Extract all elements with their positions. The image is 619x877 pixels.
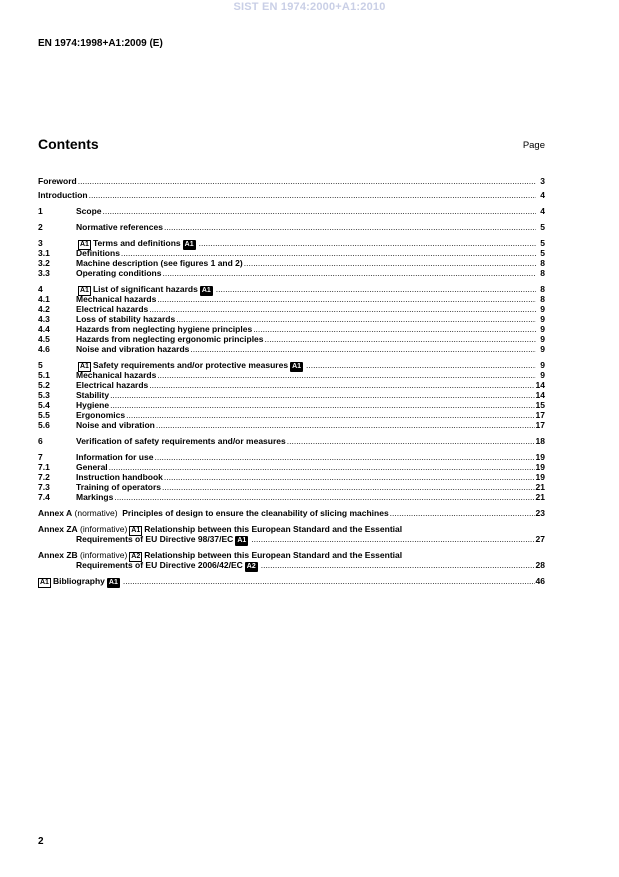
- toc-title: Information for use: [76, 452, 154, 462]
- toc-page: 3: [540, 176, 545, 186]
- toc-page: 18: [535, 436, 545, 446]
- toc-number: 4: [38, 284, 43, 294]
- toc-page: 8: [540, 294, 545, 304]
- annex-title-line1: Relationship between this European Standard and the Essential: [144, 524, 403, 534]
- toc-title: Hazards from neglecting hygiene principles: [76, 324, 253, 334]
- toc-number: 4.4: [38, 324, 50, 334]
- annex-title-line1: Relationship between this European Standard and the Essential: [144, 550, 403, 560]
- toc-title: Instruction handbook: [76, 472, 163, 482]
- toc-page: 19: [535, 452, 545, 462]
- toc-number: 7.1: [38, 462, 50, 472]
- toc-number: 7.4: [38, 492, 50, 502]
- toc-entry-5-1[interactable]: [38, 370, 545, 380]
- toc-entry-7-3[interactable]: [38, 482, 545, 492]
- toc-entry-7-4[interactable]: [38, 492, 545, 502]
- toc-entry-4-3[interactable]: [38, 314, 545, 324]
- toc-title: Mechanical hazards: [76, 294, 157, 304]
- toc-page: 9: [540, 324, 545, 334]
- toc-entry-5-4[interactable]: [38, 400, 545, 410]
- toc-entry-4-6[interactable]: [38, 344, 545, 354]
- toc-number: 7.2: [38, 472, 50, 482]
- annex-label: Annex ZB: [38, 550, 78, 560]
- annex-title-line2: Requirements of EU Directive 2006/42/EC: [76, 560, 243, 570]
- toc-entry-5-2[interactable]: [38, 380, 545, 390]
- toc-number: 4.5: [38, 334, 50, 344]
- toc-entry-7[interactable]: [38, 452, 545, 462]
- annex-label: Annex ZA: [38, 524, 78, 534]
- toc-page: 4: [540, 190, 545, 200]
- toc-page: 14: [535, 390, 545, 400]
- annex-kind: (informative): [80, 550, 128, 560]
- toc-number: 7: [38, 452, 43, 462]
- toc-title: List of significant hazards: [92, 284, 198, 294]
- toc-title: Mechanical hazards: [76, 370, 157, 380]
- page-column-label: Page: [522, 140, 545, 151]
- toc-page: 9: [540, 304, 545, 314]
- toc-entry-3-2[interactable]: [38, 258, 545, 268]
- amendment-a1-close-icon: A1: [292, 363, 302, 370]
- toc-entry-annex-za[interactable]: [38, 524, 545, 544]
- toc-entry-annex-a[interactable]: [38, 508, 545, 518]
- toc-entry-introduction[interactable]: [38, 190, 545, 200]
- toc-title: Noise and vibration: [76, 420, 155, 430]
- annex-title: Principles of design to ensure the cleanability of slicing machines: [122, 508, 389, 518]
- toc-page: 15: [535, 400, 545, 410]
- toc-title: Machine description (see figures 1 and 2): [76, 258, 243, 268]
- toc-title: Markings: [76, 492, 114, 502]
- toc-title: Stability: [76, 390, 110, 400]
- toc-page: 14: [535, 380, 545, 390]
- toc-title: Introduction: [38, 190, 88, 200]
- amendment-a1-close-icon: A1: [237, 537, 247, 544]
- toc-number: 7.3: [38, 482, 50, 492]
- toc-title: Terms and definitions: [92, 238, 181, 248]
- toc-page: 8: [540, 258, 545, 268]
- toc-page: 23: [535, 508, 545, 518]
- toc-title: Training of operators: [76, 482, 162, 492]
- amendment-a1-close-icon: A1: [184, 241, 194, 248]
- toc-page: 5: [540, 222, 545, 232]
- toc-title: Verification of safety requirements and/or measures: [76, 436, 286, 446]
- toc-number: 3: [38, 238, 43, 248]
- toc-page: 9: [540, 314, 545, 324]
- toc-title: Foreword: [38, 176, 77, 186]
- toc-title: Scope: [76, 206, 102, 216]
- amendment-a2-open-icon: A2: [131, 553, 141, 560]
- toc-entry-3-3[interactable]: [38, 268, 545, 278]
- toc-number: 1: [38, 206, 43, 216]
- toc-page: 19: [535, 462, 545, 472]
- amendment-a1-open-icon: A1: [131, 527, 141, 534]
- toc-number: 5.5: [38, 410, 50, 420]
- toc-entry-3[interactable]: [38, 238, 545, 248]
- toc-number: 3.2: [38, 258, 50, 268]
- toc-number: 4.6: [38, 344, 50, 354]
- toc-entry-annex-zb[interactable]: [38, 550, 545, 570]
- toc-entry-6[interactable]: [38, 436, 545, 446]
- toc-title: Noise and vibration hazards: [76, 344, 190, 354]
- toc-number: 5.4: [38, 400, 50, 410]
- toc-entry-bibliography[interactable]: [38, 576, 545, 586]
- toc-entry-foreword[interactable]: [38, 176, 545, 186]
- toc-page: 27: [535, 534, 545, 544]
- toc-number: 2: [38, 222, 43, 232]
- toc-entry-5-3[interactable]: [38, 390, 545, 400]
- toc-page: 9: [540, 344, 545, 354]
- toc-page: 9: [540, 370, 545, 380]
- toc-page: 17: [535, 420, 545, 430]
- annex-label: Annex A: [38, 508, 73, 518]
- toc-number: 3.3: [38, 268, 50, 278]
- toc-title: Safety requirements and/or protective measures: [92, 360, 289, 370]
- annex-kind: (normative): [74, 508, 118, 518]
- toc-entry-4[interactable]: [38, 284, 545, 294]
- toc-number: 4.3: [38, 314, 50, 324]
- toc-title: Loss of stability hazards: [76, 314, 176, 324]
- toc-page: 5: [540, 248, 545, 258]
- toc-title: Hazards from neglecting ergonomic principles: [76, 334, 264, 344]
- toc-number: 4.1: [38, 294, 50, 304]
- toc-number: 6: [38, 436, 43, 446]
- document-id: EN 1974:1998+A1:2009 (E): [38, 38, 163, 49]
- toc-entry-2[interactable]: [38, 222, 545, 232]
- amendment-a2-close-icon: A2: [246, 563, 256, 570]
- amendment-a1-open-icon: A1: [40, 579, 49, 586]
- toc-page: 9: [540, 334, 545, 344]
- amendment-a1-open-icon: A1: [80, 287, 89, 294]
- toc-page: 8: [540, 284, 545, 294]
- toc-page: 19: [535, 472, 545, 482]
- toc-page: 21: [535, 482, 545, 492]
- toc-page: 21: [535, 492, 545, 502]
- toc-entry-5-6[interactable]: [38, 420, 545, 430]
- toc-title: Electrical hazards: [76, 304, 149, 314]
- toc-entry-1[interactable]: [38, 206, 545, 216]
- toc-entry-4-5[interactable]: [38, 334, 545, 344]
- toc-title: Definitions: [76, 248, 120, 258]
- toc-entry-3-1[interactable]: [38, 248, 545, 258]
- toc-number: 5.2: [38, 380, 50, 390]
- toc-number: 5.1: [38, 370, 50, 380]
- toc-number: 5: [38, 360, 43, 370]
- toc-entry-4-2[interactable]: [38, 304, 545, 314]
- toc-entry-4-4[interactable]: [38, 324, 545, 334]
- toc-title: Hygiene: [76, 400, 110, 410]
- toc-page: 28: [535, 560, 545, 570]
- toc-title: Bibliography: [52, 576, 105, 586]
- toc-page: 17: [535, 410, 545, 420]
- toc-entry-7-2[interactable]: [38, 472, 545, 482]
- toc-number: 5.3: [38, 390, 50, 400]
- toc-entry-5[interactable]: [38, 360, 545, 370]
- page-number: 2: [38, 836, 44, 847]
- annex-title-line2: Requirements of EU Directive 98/37/EC: [76, 534, 234, 544]
- toc-number: 3.1: [38, 248, 50, 258]
- toc-number: 4.2: [38, 304, 50, 314]
- toc-entry-4-1[interactable]: [38, 294, 545, 304]
- toc-title: Electrical hazards: [76, 380, 149, 390]
- toc-title: General: [76, 462, 108, 472]
- amendment-a1-close-icon: A1: [201, 287, 211, 294]
- toc-number: 5.6: [38, 420, 50, 430]
- toc-page: 4: [540, 206, 545, 216]
- toc-entry-5-5[interactable]: [38, 410, 545, 420]
- toc-title: Operating conditions: [76, 268, 162, 278]
- page-title: Contents: [38, 136, 99, 152]
- toc-page: 8: [540, 268, 545, 278]
- toc-page: 46: [535, 576, 545, 586]
- toc-title: Ergonomics: [76, 410, 126, 420]
- watermark: SIST EN 1974:2000+A1:2010: [233, 1, 386, 13]
- amendment-a1-open-icon: A1: [80, 241, 89, 248]
- toc-page: 9: [540, 360, 545, 370]
- amendment-a1-close-icon: A1: [108, 579, 118, 586]
- toc-entry-7-1[interactable]: [38, 462, 545, 472]
- annex-kind: (informative): [80, 524, 128, 534]
- toc-page: 5: [540, 238, 545, 248]
- table-of-contents: [38, 176, 545, 586]
- toc-title: Normative references: [76, 222, 163, 232]
- amendment-a1-open-icon: A1: [80, 363, 89, 370]
